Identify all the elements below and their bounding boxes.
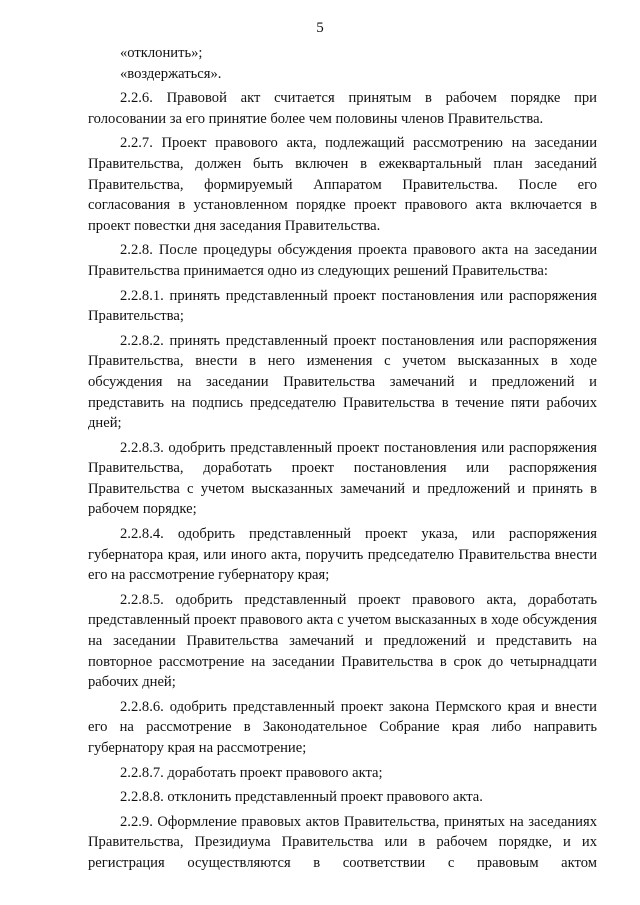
document-body	[88, 43, 597, 874]
paragraph-option-abstain: «воздержаться».	[120, 65, 222, 82]
paragraph-2-2-8-6: 2.2.8.6. одобрить представленный проект закона Пермского края и внести его на рассмотрение в Законодательное Собрание края либо направить губернатору края на рассмотрение;	[88, 698, 597, 756]
paragraph-2-2-7: 2.2.7. Проект правового акта, подлежащий рассмотрению на заседании Правительства, должен быть включен в ежеквартальный план заседаний Правительства, формируемый Аппаратом Правительства. После его согласования в установленном порядке проект правового акта включается в проект повестки дня заседания Правительства.	[88, 135, 597, 234]
paragraph-option-reject: «отклонить»;	[120, 45, 203, 61]
paragraph-2-2-8-1: 2.2.8.1. принять представленный проект постановления или распоряжения Правительства;	[88, 287, 597, 325]
paragraph-2-2-9: 2.2.9. Оформление правовых актов Правительства, принятых на заседаниях Правительства, Президиума Правительства или в рабочем порядке, и их регистрация осуществляются в соответствии с правовым актом	[88, 813, 597, 871]
paragraph-2-2-8-2: 2.2.8.2. принять представленный проект постановления или распоряжения Правительства, внести в него изменения с учетом высказанных в ходе обсуждения на заседании Правительства замечаний и предложений и представить на подпись председателю Правительства в течение пяти рабочих дней;	[88, 332, 597, 432]
paragraph-2-2-8: 2.2.8. После процедуры обсуждения проекта правового акта на заседании Правительства принимается одно из следующих решений Правительства:	[88, 242, 597, 279]
paragraph-2-2-8-7: 2.2.8.7. доработать проект правового акта;	[120, 764, 383, 781]
paragraph-2-2-8-5: 2.2.8.5. одобрить представленный проект правового акта, доработать представленный проект правового акта с учетом высказанных в ходе обсуждения на заседании Правительства замечаний и предложений и представить на повторное рассмотрение на заседании Правительства в срок до четырнадцати рабочих дней;	[88, 591, 597, 691]
paragraph-2-2-8-4: 2.2.8.4. одобрить представленный проект указа, или распоряжения губернатора края, или иного акта, поручить председателю Правительства внести его на рассмотрение губернатору края;	[88, 526, 597, 584]
paragraph-2-2-8-3: 2.2.8.3. одобрить представленный проект постановления или распоряжения Правительства, доработать проект постановления или распоряжения Правительства с учетом высказанных замечаний и предложений и принять в рабочем порядке;	[88, 439, 597, 518]
paragraph-2-2-6: 2.2.6. Правовой акт считается принятым в рабочем порядке при голосовании за его принятие более чем половины членов Правительства.	[88, 90, 597, 127]
paragraph-2-2-8-8: 2.2.8.8. отклонить представленный проект правового акта.	[120, 789, 483, 806]
page-number: 5	[316, 20, 324, 36]
